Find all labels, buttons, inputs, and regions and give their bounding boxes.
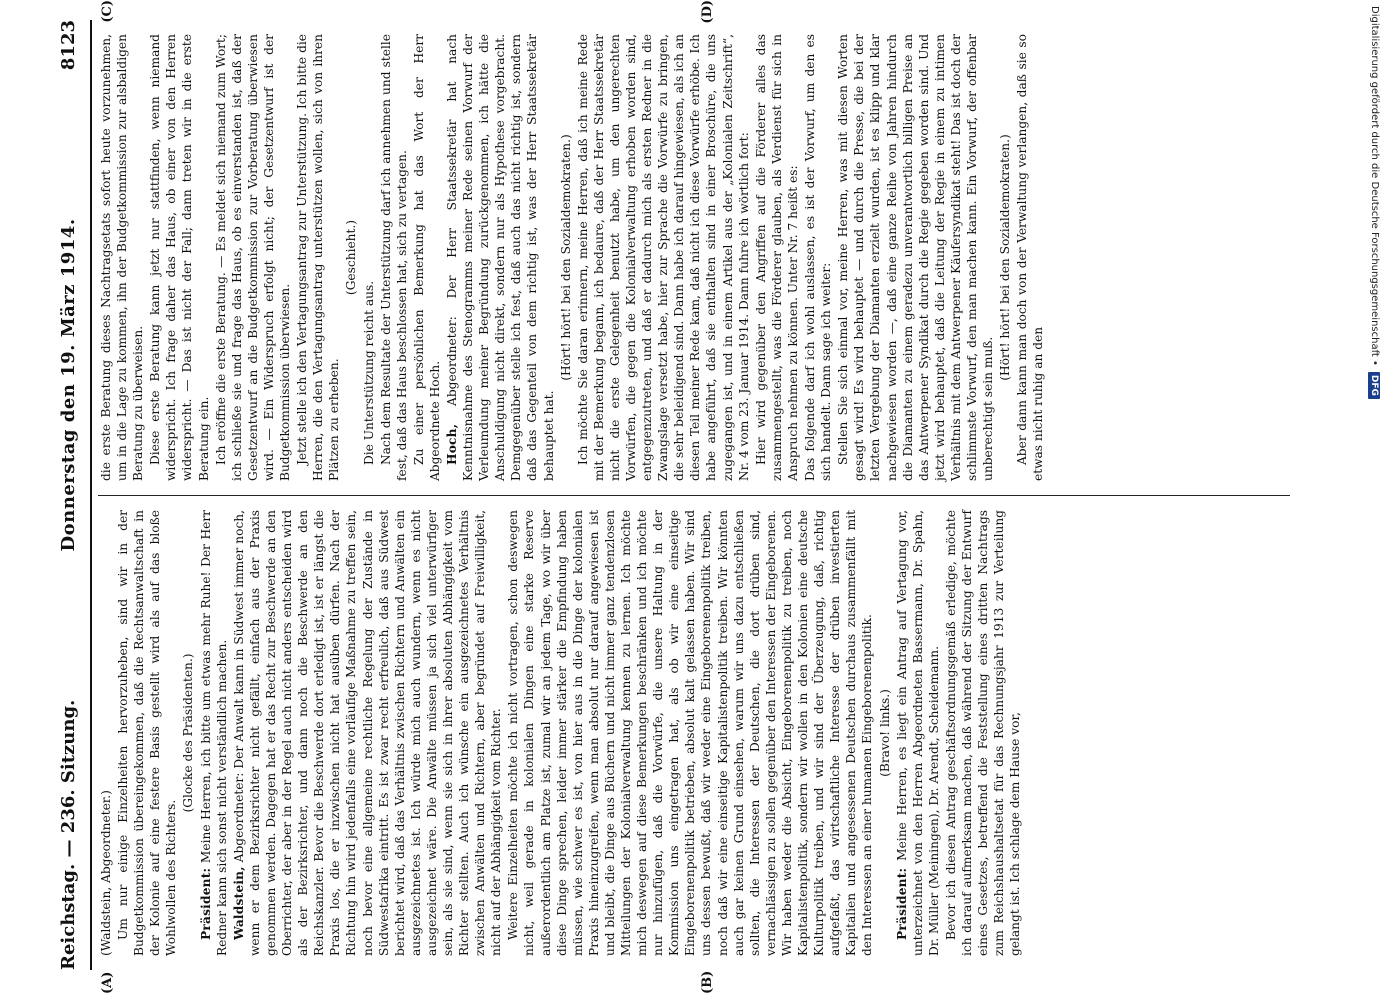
paragraph: Bevor ich diesen Antrag geschäftsordnungsgemäß erledige, möchte ich darauf aufmerksam machen, daß während der Sitzung der Entwurf eines Gesetzes, betreffend die Feststellung eines dritten Nachtrags zum Reichshaushaltsetat für das Rechnungsjahr 1913 zur Verteilung gelangt ist. Ich schlage dem Hause vor, [943, 510, 1023, 956]
margin-letter-a: (A) [100, 971, 115, 994]
paragraph: Weitere Einzelheiten möchte ich nicht vortragen, schon deswegen nicht, weil gerade in kolonialen Dingen eine starke Reserve außerordentlich am Platze ist, zumal wir an jedem Tage, wo wir über diese Dinge sprechen, leider immer stärker die Empfindung haben müssen, wie schwer es ist, von hier aus in die Dinge der kolonialen Praxis hineinzugreifen, wenn man absolut nur darauf angewiesen ist und bleibt, die Dinge aus Büchern und nicht immer ganz tendenzlosen Mitteilungen der Kolonialverwaltung kennen zu lernen. Ich möchte mich deswegen auf diese Bemerkungen beschränken und ich möchte nur hinzufügen, daß die Vorwürfe, die unsere Haltung in der Kommission uns eingetragen hat, als ob wir eine einseitige Eingeborenenpolitik betrieben, absolut kalt gelassen haben. Wir sind uns dessen bewußt, daß wir weder eine Eingeborenenpolitik treiben, noch daß wir eine einseitige Kapitalistenpolitik treiben. Wir könnten auch gar keinen Grund einsehen, warum wir uns dazu entschließen sollten, die Interessen der Deutschen, die dort drüben sind, vernachlässigen zu sollen gegenüber den Interessen der Eingeborenen. Wir haben weder die Absicht, Eingeborenenpolitik zu treiben, noch Kapitalistenpolitik, sondern wir wollen in den Kolonien eine deutsche Kulturpolitik treiben, und wir sind der Überzeugung, daß, richtig aufgefaßt, das wirtschaftliche Interesse der drüben investierten Kapitalien und angesessenen Deutschen durchaus zusammenfällt mit den Interessen an einer humanen Eingeborenenpolitik. [506, 510, 875, 956]
paragraph: Zu einer persönlichen Bemerkung hat das Wort der Herr Abgeordnete Hoch. [411, 34, 442, 481]
rotated-scan-page [40, 0, 1330, 1000]
paragraph: die erste Beratung dieses Nachtragsetats sofort heute vorzunehmen, um in die Lage zu kommen, ihn der Budgetkommission zur alsbaldigen Beratung zu überweisen. [99, 34, 146, 481]
paragraph: Um nur einige Einzelheiten hervorzuheben, sind wir in der Budgetkommission übereingekommen, daß die Rechtsanwaltschaft in der Kolonie auf eine festere Basis gestellt wird als auf das bloße Wohlwollen des Richters. [116, 510, 179, 956]
margin-letter-d: (D) [700, 0, 715, 24]
paragraph [198, 510, 230, 956]
speaker-name: Hoch, [444, 423, 459, 465]
paragraph [444, 34, 557, 481]
paragraph: (Glocke des Präsidenten.) [181, 653, 196, 813]
paragraph: Ich möchte Sie daran erinnern, meine Herren, daß ich meine Rede mit der Bemerkung begann, ich bedaure, daß der Herr Staatssekretär nicht die erste Gelegenheit benutzt habe, um den ungerechten Vorwürfen, die gegen die Kolonialverwaltung erhoben worden sind, entgegenzutreten, und daß er dadurch mich als ersten Redner in die Zwangslage versetzt habe, hier zur Sprache die Vorwürfe zu bringen, die sehr beleidigend sind. Dann habe ich darauf hingewiesen, als ich an diesen Teil meiner Rede kam, daß nicht ich diese Vorwürfe erhöbe. Ich habe angeführt, daß sie enthalten sind in einer Broschüre, die uns zugegangen ist, und in einem Artikel aus der „Kolonialen Zeitschrift“, Nr. 4 vom 23. Januar 1914. Dann fuhre ich wörtlich fort: [575, 34, 751, 481]
paragraph [894, 510, 942, 956]
paragraph: Nach dem Resultate der Unterstützung darf ich annehmen und stelle fest, daß das Haus beschlossen hat, sich zu vertagen. [378, 34, 409, 481]
paragraph: Die Unterstützung reicht aus. [361, 280, 376, 465]
paragraph: Das folgende darf ich wohl auslassen, es ist der Vorwurf, um den es sich handelt. Dann sage ich weiter: [803, 34, 834, 481]
paragraph: (Hört! hört! bei den Sozialdemokraten.) [558, 134, 573, 381]
paragraph: (Hört! hört! bei den Sozialdemokraten.) [998, 134, 1013, 381]
paragraph: Hier wird gegenüber den Angriffen auf die Förderer alles das zusammengestellt, was die Förderer glauben, als Verdienst für sich in Anspruch nehmen zu können. Unter Nr. 7 heißt es: [753, 34, 800, 481]
left-column [98, 495, 1290, 970]
header-center: Donnerstag den 19. März 1914. [58, 218, 79, 552]
paragraph: (Waldstein, Abgeordneter.) [99, 790, 113, 956]
text-columns [98, 20, 1290, 970]
dfg-credit: Digitalisierung gefördert durch die Deutsche Forschungsgemeinschaft • [1369, 6, 1380, 366]
paragraph: (Bravo! links.) [877, 689, 892, 777]
dfg-strip [1367, 6, 1381, 994]
paragraph: Jetzt stelle ich den Vertagungsantrag zur Unterstützung. Ich bitte die Herren, die den Vertagungsantrag unterstützen wollen, sich von ihren Plätzen zu erheben. [295, 34, 342, 481]
paragraph: Ich eröffne die erste Beratung. — Es meldet sich niemand zum Wort; ich schließe sie und frage das Haus, ob es einverstanden ist, daß der Gesetzentwurf an die Budgetkommission zur Vorberatung überwiesen wird. — Ein Widerspruch erfolgt nicht; der Gesetzentwurf ist der Budgetkommission überwiesen. [213, 34, 293, 481]
right-column [98, 20, 1290, 495]
page-header [58, 20, 92, 970]
paragraph: Diese erste Beratung kann jetzt nur stattfinden, wenn niemand widerspricht. Ich frage daher das Haus, ob einer von den Herren widerspricht. — Das ist nicht der Fall; dann treten wir in die erste Beratung ein. [148, 34, 211, 481]
speech-text: Meine Herren, es liegt ein Antrag auf Vertagung vor, unterzeichnet von den Herren Abgeordneten Bassermann, Dr. Spahn, Dr. Müller (Meiningen), Dr. Arendt, Scheidemann. [894, 510, 941, 956]
speaker-name: Präsident: [894, 867, 909, 940]
paragraph: (Geschieht.) [344, 219, 359, 296]
header-left: Reichstag. — 236. Sitzung. [58, 699, 79, 970]
speech-text: Meine Herren, ich bitte um etwas mehr Ruhe! Der Herr Redner kann sich sonst nicht verständlich machen. [198, 510, 229, 956]
dfg-strip-text [1367, 6, 1381, 994]
speaker-name: Präsident: [198, 867, 213, 940]
margin-letter-c: (C) [100, 0, 115, 23]
page-number: 8123 [58, 20, 79, 71]
speech-text: Abgeordneter: Der Anwalt kann in Südwest immer noch, wenn er dem Bezirksrichter nicht gefällt, einfach aus der Praxis genommen werden. Dagegen hat er das Recht zur Beschwerde an den Oberrichter, der aber in der Regel auch nicht anders entscheiden wird als der Bezirksrichter, und dann noch die Beschwerde an den Reichskanzler. Bevor die Beschwerde dort erledigt ist, ist er längst die Praxis los, die er inzwischen nicht hat ausüben dürfen. Nach der Richtung hin wird jedenfalls eine vorläufige Maßnahme zu treffen sein, noch bevor eine allgemeine rechtliche Regelung der Zustände in Südwestafrika eintritt. Es ist zwar recht erfreulich, daß aus Südwest berichtet wird, daß das Verhältnis zwischen Richtern und Anwälten ein ausgezeichnetes ist. Ich würde mich auch wundern, wenn es nicht ausgezeichnet wäre. Die Anwälte müssen ja sich viel unterwürfiger sein, als sie sind, wenn sie sich in ihrer absoluten Abhängigkeit vom Richter stellten. Auch ich wünsche ein ausgezeichnetes Verhältnis zwischen Anwälten und Richtern, aber begründet auf Freiwilligkeit, nicht auf der Abhängigkeit vom Richter. [231, 510, 504, 956]
paragraph: Stellen Sie sich einmal vor, meine Herren, was mit diesen Worten gesagt wird! Es wird behauptet — und durch die Presse, die bei der letzten Vergebung der Diamanten erzielt wurden, ist es klipp und klar nachgewiesen worden —, daß eine ganze Reihe von Jahren hindurch die Diamanten zu einem geradezu unverantwortlich billigen Preise an das Antwerpener Syndikat durch die Regie gegeben worden sind. Und jetzt wird behauptet, daß die Leitung der Regie in einem zu intimen Verhältnis mit dem Antwerpener Käufersyndikat steht! Das ist doch der schlimmste Vorwurf, den man machen kann. Ein Vorwurf, der offenbar unberechtigt sein muß. [836, 34, 996, 481]
speech-text: Abgeordneter: Der Herr Staatssekretär hat nach Kenntnisnahme des Stenogramms meiner Rede seinen Vorwurf der Verleumdung meiner Begründung zurückgenommen, ich hätte die Anschuldigung nicht direkt, sondern nur als Hypothese vorgebracht. Demgegenüber stelle ich fest, daß auch das nicht richtig ist, sondern daß das Gegenteil von dem richtig ist, was der Herr Staatssekretär behauptet hat. [444, 34, 556, 481]
paragraph [231, 510, 505, 956]
margin-letter-b: (B) [700, 970, 715, 994]
speaker-name: Waldstein, [231, 866, 246, 940]
paragraph: Aber dann kann man doch von der Verwaltung verlangen, daß sie so etwas nicht ruhig an den [1015, 34, 1046, 481]
dfg-logo: DFG [1368, 372, 1380, 399]
page-content [40, 0, 1330, 1000]
